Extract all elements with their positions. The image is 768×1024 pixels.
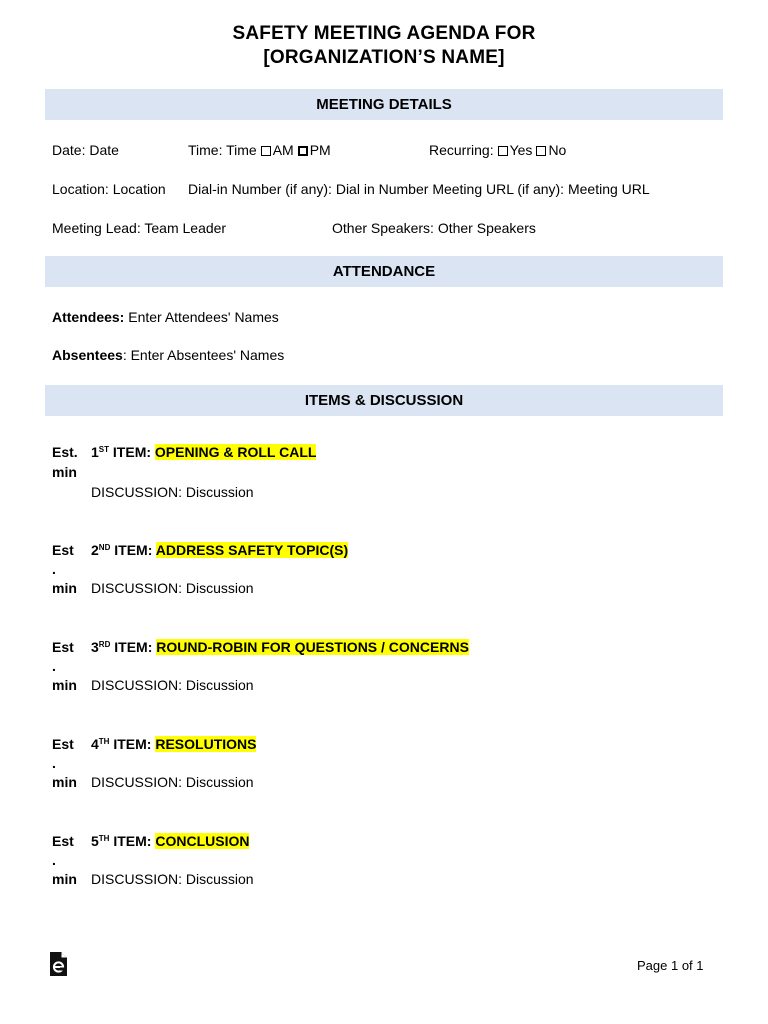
est-dot: . [52,658,56,674]
item-topic[interactable]: RESOLUTIONS [155,736,257,752]
speakers-value: Other Speakers [437,220,536,236]
min-label: min [52,464,77,480]
document-title-line-2: [ORGANIZATION’S NAME] [263,47,505,68]
attendance-header: ATTENDANCE [45,256,723,287]
min-label: min [52,871,77,887]
dialin-field[interactable] [188,181,650,198]
agenda-item-4: 4TH ITEM: RESOLUTIONS [91,736,257,752]
page-number: Page 1 of 1 [637,958,704,973]
min-label: min [52,580,77,596]
dialin-label: Dial-in Number (if any): [188,181,332,197]
absentees-value: : Enter Absentees' Names [122,347,285,363]
location-field[interactable] [52,181,166,198]
lead-value: Team Leader [144,220,227,236]
lead-label: Meeting Lead: [52,220,141,236]
attendees-label: Attendees: [52,309,125,325]
url-label: Meeting URL (if any): [432,181,565,197]
recurring-field [429,142,566,159]
date-value: Date [89,142,119,158]
absentees-label: Absentees [52,347,123,363]
est-dot: . [52,755,56,771]
discussion-field[interactable]: DISCUSSION: Discussion [91,580,254,596]
discussion-field[interactable]: DISCUSSION: Discussion [91,677,254,693]
other-speakers-field[interactable] [332,220,536,237]
eforms-logo-icon[interactable] [49,951,68,977]
item-topic[interactable]: OPENING & ROLL CALL [154,444,317,460]
items-discussion-header: ITEMS & DISCUSSION [45,385,723,416]
no-label: No [548,142,567,158]
dialin-value: Dial in Number [335,181,429,197]
no-checkbox[interactable] [536,146,546,156]
min-label: min [52,677,77,693]
pm-label: PM [309,142,331,158]
document-title-line-1: SAFETY MEETING AGENDA FOR [232,23,536,44]
est-label: Est [52,833,74,849]
agenda-item-2: 2ND ITEM: ADDRESS SAFETY TOPIC(S) [91,542,349,558]
item-topic[interactable]: ADDRESS SAFETY TOPIC(S) [155,542,349,558]
agenda-item-1: 1ST ITEM: OPENING & ROLL CALL [91,444,317,460]
url-value: Meeting URL [567,181,650,197]
absentees-field[interactable] [52,347,284,364]
est-label: Est [52,639,74,655]
time-value[interactable]: Time [226,142,257,158]
discussion-field[interactable]: DISCUSSION: Discussion [91,774,254,790]
recurring-label: Recurring: [429,142,494,158]
yes-label: Yes [509,142,533,158]
am-checkbox[interactable] [261,146,271,156]
yes-checkbox[interactable] [498,146,508,156]
meeting-details-header: MEETING DETAILS [45,89,723,120]
attendees-value: Enter Attendees' Names [128,309,279,325]
item-topic[interactable]: CONCLUSION [155,833,250,849]
date-field[interactable] [52,142,119,159]
location-label: Location: [52,181,109,197]
agenda-item-5: 5TH ITEM: CONCLUSION [91,833,250,849]
est-dot: . [52,852,56,868]
time-label: Time: [188,142,223,158]
discussion-field[interactable]: DISCUSSION: Discussion [91,484,254,500]
date-label: Date: [52,142,86,158]
location-value: Location [112,181,166,197]
est-label: Est. [52,444,78,460]
discussion-field[interactable]: DISCUSSION: Discussion [91,871,254,887]
item-topic[interactable]: ROUND-ROBIN FOR QUESTIONS / CONCERNS [156,639,469,655]
est-label: Est [52,736,74,752]
min-label: min [52,774,77,790]
agenda-item-3: 3RD ITEM: ROUND-ROBIN FOR QUESTIONS / CONCERNS [91,639,469,655]
pm-checkbox[interactable] [298,146,308,156]
est-dot: . [52,561,56,577]
am-label: AM [272,142,294,158]
meeting-lead-field[interactable] [52,220,226,237]
time-field [188,142,331,159]
est-label: Est [52,542,74,558]
attendees-field[interactable] [52,309,279,326]
speakers-label: Other Speakers: [332,220,434,236]
